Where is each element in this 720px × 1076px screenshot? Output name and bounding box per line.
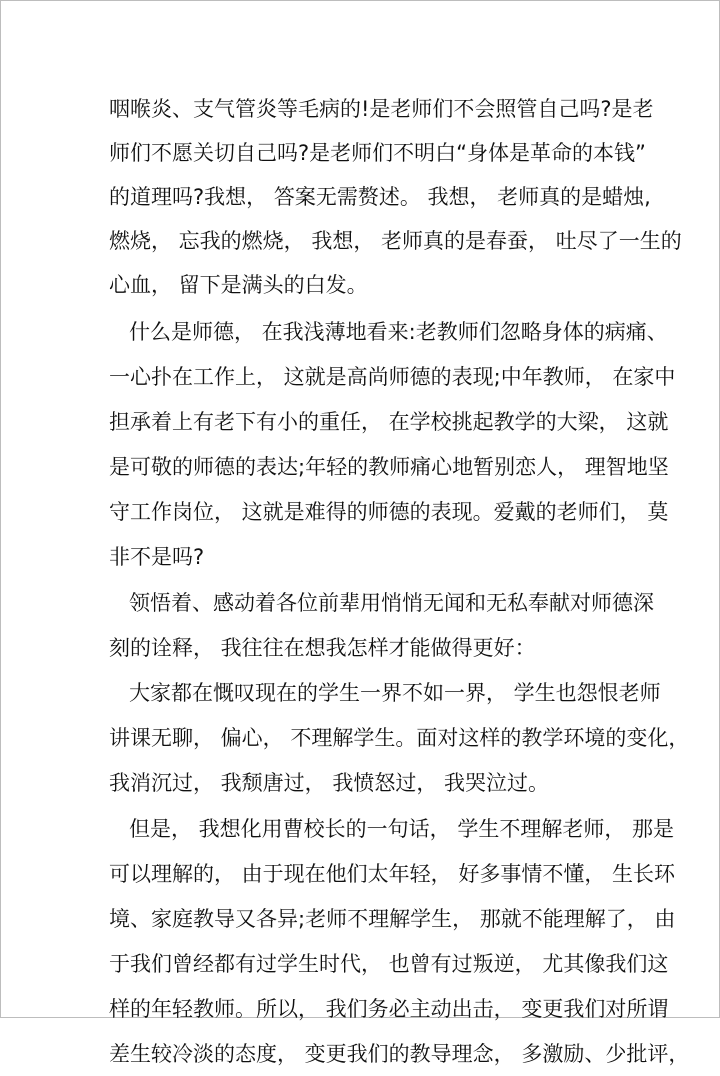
text-line: 担承着上有老下有小的重任， 在学校挑起教学的大梁， 这就 xyxy=(109,410,669,434)
paragraph-start-line: 什么是师德， 在我浅薄地看来:老教师们忽略身体的病痛、 xyxy=(129,320,668,344)
text-line: 境、家庭教导又各异;老师不理解学生， 那就不能理解了， 由 xyxy=(109,907,676,931)
text-line: 是可敬的师德的表达;年轻的教师痛心地暂别恋人， 理智地坚 xyxy=(109,455,669,479)
text-line: 守工作岗位， 这就是难得的师德的表现。爱戴的老师们， 莫 xyxy=(109,500,669,524)
text-line: 样的年轻教师。所以， 我们务必主动出击， 变更我们对所谓 xyxy=(109,997,669,1021)
text-line: 刻的诠释， 我往往在想我怎样才能做得更好： xyxy=(109,636,536,660)
text-line: 咽喉炎、支气管炎等毛病的!是老师们不会照管自己吗?是老 xyxy=(109,97,654,121)
text-line: 一心扑在工作上， 这就是高尚师德的表现;中年教师， 在家中 xyxy=(109,365,676,389)
text-line: 师们不愿关切自己吗?是老师们不明白“身体是革命的本钱” xyxy=(109,141,646,165)
paragraph-start-line: 大家都在慨叹现在的学生一界不如一界， 学生也怨恨老师 xyxy=(129,681,661,705)
text-line: 于我们曾经都有过学生时代， 也曾有过叛逆， 尤其像我们这 xyxy=(109,952,669,976)
text-line: 非不是吗? xyxy=(109,545,205,569)
paragraph-start-line: 但是， 我想化用曹校长的一句话， 学生不理解老师， 那是 xyxy=(129,817,675,841)
text-line: 讲课无聊， 偏心， 不理解学生。面对这样的教学环境的变化， xyxy=(109,726,690,750)
text-line: 差生较冷淡的态度， 变更我们的教导理念， 多激励、少批评， xyxy=(109,1042,690,1066)
text-line: 的道理吗?我想， 答案无需赘述。 我想， 老师真的是蜡烛, xyxy=(109,185,651,209)
text-line: 燃烧， 忘我的燃烧， 我想， 老师真的是春蚕， 吐尽了一生的 xyxy=(109,229,682,253)
paragraph-start-line: 领悟着、感动着各位前辈用悄悄无闻和无私奉献对师德深 xyxy=(129,591,654,615)
text-line: 我消沉过， 我颓唐过， 我愤怒过， 我哭泣过。 xyxy=(109,771,550,795)
text-line: 心血， 留下是满头的白发。 xyxy=(109,273,368,297)
text-line: 可以理解的， 由于现在他们太年轻， 好多事情不懂， 生长环 xyxy=(109,862,676,886)
